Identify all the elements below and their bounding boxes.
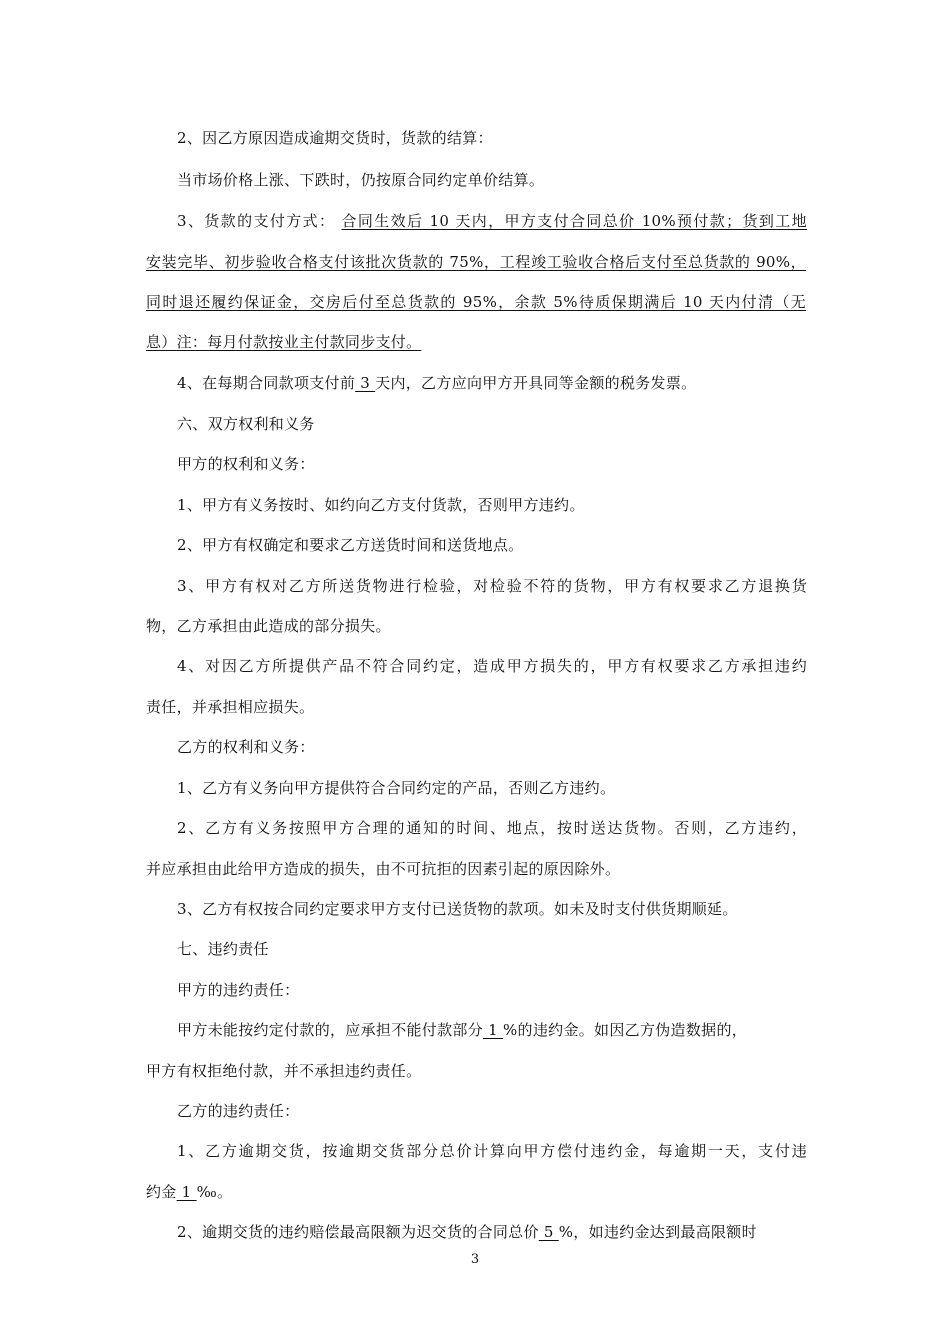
section-7-b2-suffix: %，如违约金达到最高限额时 bbox=[558, 1223, 757, 1241]
section-6-party-a-heading: 甲方的权利和义务： bbox=[177, 455, 315, 473]
section-7-b1-line-2 bbox=[146, 1182, 806, 1202]
section-7-heading: 七、违约责任 bbox=[177, 940, 269, 958]
section-7-a-rate: 1 bbox=[483, 1021, 503, 1039]
clause-4-prefix: 4、在每期合同款项支付前 bbox=[177, 374, 356, 392]
section-7-b2-rate: 5 bbox=[538, 1223, 559, 1241]
page-number: 3 bbox=[470, 1252, 480, 1267]
clause-4-invoice bbox=[177, 373, 807, 393]
clause-4-days: 3 bbox=[355, 374, 376, 392]
section-7-a-prefix: 甲方未能按约定付款的，应承担不能付款部分 bbox=[177, 1021, 484, 1039]
section-7-party-a-heading: 甲方的违约责任： bbox=[177, 981, 300, 999]
section-6-a3-line-2: 物，乙方承担由此造成的部分损失。 bbox=[146, 617, 391, 635]
clause-2-heading: 2、因乙方原因造成逾期交货时，货款的结算： bbox=[177, 129, 493, 147]
clause-3-terms-2: 安装完毕、初步验收合格支付该批次货款的 75%，工程竣工验收合格后支付至总货款的 90%， bbox=[146, 253, 806, 271]
section-7-a-line-1 bbox=[177, 1020, 807, 1040]
section-6-b1: 1、乙方有义务向甲方提供符合合同约定的产品，否则乙方违约。 bbox=[177, 779, 616, 797]
section-7-b1-rate: 1 bbox=[176, 1183, 197, 1201]
section-7-a-line-2: 甲方有权拒绝付款，并不承担违约责任。 bbox=[146, 1062, 422, 1080]
section-6-a4-line-1: 4、对因乙方所提供产品不符合同约定，造成甲方损失的，甲方有权要求乙方承担违约 bbox=[177, 657, 807, 675]
section-6-b2-line-1: 2、乙方有义务按照甲方合理的通知的时间、地点，按时送达货物。否则，乙方违约， bbox=[177, 819, 807, 837]
section-7-party-b-heading: 乙方的违约责任： bbox=[177, 1102, 300, 1120]
clause-3-terms-4: 息）注：每月付款按业主付款同步支付。 bbox=[146, 333, 422, 351]
section-6-a3-line-1: 3、甲方有权对乙方所送货物进行检验，对检验不符的货物，甲方有权要求乙方退换货 bbox=[177, 577, 807, 595]
section-6-b3: 3、乙方有权按合同约定要求甲方支付已送货物的款项。如未及时支付供货期顺延。 bbox=[177, 900, 738, 918]
section-7-b1-prefix: 约金 bbox=[146, 1183, 177, 1201]
section-6-heading: 六、双方权利和义务 bbox=[177, 415, 315, 433]
section-7-b2-prefix: 2、逾期交货的违约赔偿最高限额为迟交货的合同总价 bbox=[177, 1223, 539, 1241]
clause-3-prefix: 3、货款的支付方式： bbox=[177, 212, 336, 230]
clause-3-line-1 bbox=[177, 211, 807, 231]
section-7-b2-line bbox=[177, 1222, 807, 1242]
clause-4-suffix: 天内，乙方应向甲方开具同等金额的税务发票。 bbox=[375, 374, 697, 392]
section-6-a4-line-2: 责任，并承担相应损失。 bbox=[146, 698, 315, 716]
section-7-a-suffix: %的违约金。如因乙方伪造数据的， bbox=[503, 1021, 748, 1039]
section-6-a1: 1、甲方有义务按时、如约向乙方支付货款，否则甲方违约。 bbox=[177, 496, 585, 514]
section-6-a2: 2、甲方有权确定和要求乙方送货时间和送货地点。 bbox=[177, 536, 524, 554]
section-7-b1-line-1: 1、乙方逾期交货，按逾期交货部分总价计算向甲方偿付违约金，每逾期一天，支付违 bbox=[177, 1142, 807, 1160]
section-6-b2-line-2: 并应承担由此给甲方造成的损失，由不可抗拒的因素引起的原因除外。 bbox=[146, 860, 621, 878]
section-6-party-b-heading: 乙方的权利和义务： bbox=[177, 738, 315, 756]
clause-3-terms-3: 同时退还履约保证金，交房后付至总货款的 95%，余款 5%待质保期满后 10 天内付清（无 bbox=[146, 293, 806, 311]
clause-2-text: 当市场价格上涨、下跌时，仍按原合同约定单价结算。 bbox=[177, 171, 545, 189]
clause-3-terms-1: 合同生效后 10 天内，甲方支付合同总价 10%预付款；货到工地 bbox=[341, 212, 807, 230]
section-7-b1-suffix: ‰。 bbox=[196, 1183, 233, 1201]
